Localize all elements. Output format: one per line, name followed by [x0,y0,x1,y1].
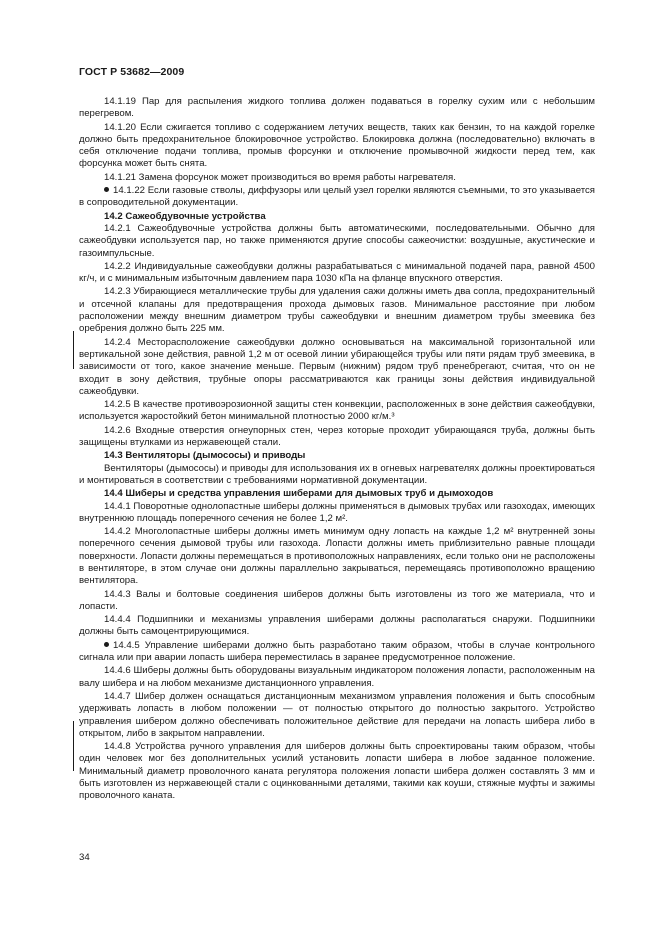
clause-14-2-5: 14.2.5 В качестве противоэрозионной защиты стен конвекции, расположенных в зоне действия сажеобдувки, используется жаростойкий бетон минимальной плотностью 2000 кг/м.³ [79,399,595,423]
revision-bar [73,331,74,369]
section-heading-14-3: 14.3 Вентиляторы (дымососы) и приводы [104,450,306,462]
page-number: 34 [79,852,90,863]
change-marker-icon [104,187,109,192]
clause-14-1-22-text: 14.1.22 Если газовые стволы, диффузоры или целый узел горелки являются съемными, то это указывается в сопроводительной документации. [79,185,595,209]
clause-14-4-6: 14.4.6 Шиберы должны быть оборудованы визуальным индикатором положения лопасти, расположенным на валу шибера и на любом механизме дистанционного управления. [79,665,595,689]
section-heading-14-4: 14.4 Шиберы и средства управления шиберами для дымовых труб и дымоходов [104,488,494,500]
clause-14-2-2: 14.2.2 Индивидуальные сажеобдувки должны разрабатываться с минимальной подачей пара, равной 4500 кг/ч, и с минимальным избыточным давлением пара 1030 кПа на фланце впускного отверстия. [79,260,595,285]
clause-14-4-5-text: 14.4.5 Управление шиберами должно быть разработано таким образом, чтобы в случае контрольного сигнала или при аварии лопасть шибера переместилась в заранее предусмотренное положение. [79,639,595,664]
clause-14-1-20: 14.1.20 Если сжигается топливо с содержанием летучих веществ, таких как бензин, то на каждой горелке должно быть предохранительное блокировочное устройство. Блокировка должна (последовательно) включать в себя отключение подачи топлива, промыв форсунки и отключение промывочной жидкости перед тем, как форсунка может быть снята. [79,121,595,170]
clause-14-4-7: 14.4.7 Шибер должен оснащаться дистанционным механизмом управления положения и быть способным удерживать лопасть в любом положении — от полностью открытого до полностью закрытого. Устройство управления шибером должно обеспечивать положительное действие для передачи на лопасть шибера либо в открытом, либо в закрытом направлении. [79,690,595,739]
clause-14-4-3: 14.4.3 Валы и болтовые соединения шиберов должны быть изготовлены из того же материала, что и лопасти. [79,588,595,612]
clause-14-3-text: Вентиляторы (дымососы) и приводы для использования их в огневых нагревателях должны проектироваться и монтироваться в соответствии с требованиями нормативной документации. [79,462,595,486]
clause-14-1-22 [79,185,595,210]
revision-bar [73,721,74,771]
document-header: ГОСТ Р 53682—2009 [79,66,185,78]
change-marker-icon [104,642,109,647]
clause-14-4-8: 14.4.8 Устройства ручного управления для шиберов должны быть спроектированы таким образом, чтобы один человек мог без дополнительных усилий установить лопасти шибера в любое заданное положение. Минимальный диаметр проволочного каната регулятора положения лопасти шибера должен составлять 3 мм и быть изготовлен из нержавеющей стали с оцинкованными деталями, такими как коуши, стяжные муфты и зажимы проволочного каната. [79,741,595,802]
clause-14-1-21: 14.1.21 Замена форсунок может производиться во время работы нагревателя. [104,171,456,183]
section-heading-14-2: 14.2 Сажеобдувочные устройства [104,210,266,222]
clause-14-2-1: 14.2.1 Сажеобдувочные устройства должны быть автоматическими, последовательными. Обычно для сажеобдувки используется пар, но также применяются другие способы сажеочистки: воздушные, акустические и газоимпульсные. [79,222,595,259]
clause-14-4-1: 14.4.1 Поворотные однолопастные шиберы должны применяться в дымовых трубах или газоходах, имеющих внутреннюю площадь поперечного сечения не более 1,2 м². [79,500,595,524]
clause-14-2-4: 14.2.4 Месторасположение сажеобдувки должно основываться на максимальной горизонтальной или вертикальной зоне действия, равной 1,2 м от осевой линии убирающейся трубы или пяти рядам труб змеевика, в зависимости от того, какое значение меньше. Первым (нижним) рядом труб пренебрегают, считая, что он не входит в зону действия, трубные опоры рассматриваются как границы зоны действия индивидуальной сажеобдувки. [79,336,595,397]
clause-14-4-4: 14.4.4 Подшипники и механизмы управления шиберами должны располагаться снаружи. Подшипники должны быть самоцентрирующимися. [79,614,595,638]
clause-14-4-5 [79,640,595,665]
clause-14-4-2: 14.4.2 Многолопастные шиберы должны иметь минимум одну лопасть на каждые 1,2 м² внутренней зоны поперечного сечения дымовой трубы или газохода. Лопасти должны иметь приблизительно равные площади поверхности. Лопасти должны перемещаться в противоположных направлениях, если только они не расположены в вентиляторе, в этом случае они должны параллельно закрываться, перемещаясь противоположно вращению вентилятора. [79,526,595,587]
clause-14-1-19: 14.1.19 Пар для распыления жидкого топлива должен подаваться в горелку сухим или с небольшим перегревом. [79,96,595,120]
clause-14-2-6: 14.2.6 Входные отверстия огнеупорных стен, через которые проходит убирающаяся труба, должны быть защищены втулками из нержавеющей стали. [79,424,595,449]
clause-14-2-3: 14.2.3 Убирающиеся металлические трубы для удаления сажи должны иметь два сопла, предохранительный и отсечной клапаны для предотвращения прохода дымовых газов. Минимальное расстояние при любом расположении между внешним диаметром трубы сажеобдувки и внешним диаметром трубы змеевика без оребрения должно быть 225 мм. [79,286,595,335]
document-body [79,96,595,803]
